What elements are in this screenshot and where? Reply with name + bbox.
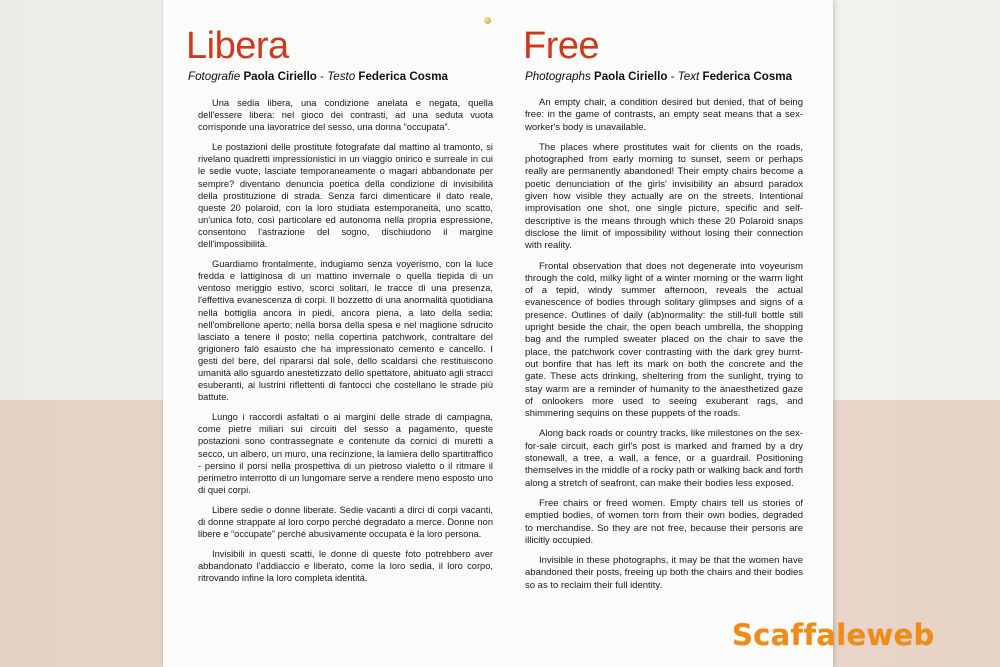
paragraph: Free chairs or freed women. Empty chairs tell us stories of emptied bodies, of women torn from their own bodies, degraded to merchandise. So they are not free, because their persons are illicitly occupied. xyxy=(525,497,803,546)
paragraph: Guardiamo frontalmente, indugiamo senza voyerismo, con la luce fredda e lattiginosa di un mattino invernale o quella tiepida di un ventoso meriggio estivo, scorci solitari, le tracce di una presenza, l'effettiva evanescenza di corpi. Il bozzetto di una anormalità quotidiana nella bottiglia ancora in piedi, ancora piena, a lato della sedia; nell'ombrellone aperto; nella borsa della spesa e nel maglione sdrucito lasciato a tenere il posto; nella copertina patchwork, contraltare del grigionero falò esausto che ha impressionato cemento e cancello. I gesti del bere, del ripararsi dal sole, dello scaldarsi che restituiscono umanità allo sguardo anestetizzato dello spettatore, abituato agli stracci esuberanti, ai lustrini riflettenti di fantocci che costellano le strade più battute. xyxy=(198,259,493,403)
paragraph: Lungo i raccordi asfaltati o ai margini delle strade di campagna, come pietre miliari sui circuiti del sesso a pagamento, queste postazioni sono contrassegnate e contenute da cornici di muretti a secco, un albero, un muro, una recinzione, la lamiera dello spartitraffico - persino il porsi nella prospettiva di un pietroso vialetto o il ritmare il perimetro interrotto di un lungomare serve a rendere meno esposto uno di quei corpi. xyxy=(198,412,493,495)
paragraph: Invisibili in questi scatti, le donne di queste foto potrebbero aver abbandonato l'addiaccio e liberato, come la loro sedia, il loro corpo, ritrovando infine la loro completa identità. xyxy=(198,549,493,584)
italian-title: Libera xyxy=(186,25,289,67)
english-credits xyxy=(525,70,803,83)
paragraph: Le postazioni delle prostitute fotografate dal mattino al tramonto, si rivelano quadretti impressionistici in un viaggio onirico e surreale in cui le sedie vuote, lasciate temporaneamente o magari abbandonate per sempre? diventano denuncia poetica della condizione di invisibilità della prostituzione di strada. Senza farci dimenticare il dato reale, queste 20 polaroid, con la loro studiata estemporaneità, uno scatto, un'unica foto, così particolare ed autonoma nella propria espressione, consentono l'astrazione del sogno, dischiudono il margine dell'impossibilità. xyxy=(198,142,493,250)
photos-role: Photographs xyxy=(525,70,591,83)
text-role: Text xyxy=(677,70,700,83)
paragraph: An empty chair, a condition desired but denied, that of being free: in the game of contrasts, an empty seat means that a sex-worker's body is unavailable. xyxy=(525,97,803,133)
credit-separator: - xyxy=(670,70,675,83)
watermark-logo: Scaffaleweb xyxy=(732,618,935,652)
italian-column xyxy=(188,24,493,592)
author-name: Federica Cosma xyxy=(358,70,448,83)
author-name: Federica Cosma xyxy=(702,70,793,83)
english-title: Free xyxy=(523,25,600,67)
pushpin xyxy=(484,17,491,24)
photos-role: Fotografie xyxy=(188,70,241,83)
paragraph: Una sedia libera, una condizione anelata e negata, quella dell'essere libera: nel gioco dei contrasti, ad una seduta vuota corrisponde una lavoratrice del sesso, una donna “occupata”. xyxy=(198,98,493,133)
photographer-name: Paola Ciriello xyxy=(243,70,317,83)
text-role: Testo xyxy=(327,70,356,83)
photographer-name: Paola Ciriello xyxy=(593,70,668,83)
credit-separator: - xyxy=(320,70,324,83)
paragraph: Invisible in these photographs, it may be that the women have abandoned their posts, freeing up both the chairs and their bodies so as to reclaim their full identity. xyxy=(525,555,803,591)
italian-body xyxy=(188,97,493,584)
paragraph: Along back roads or country tracks, like milestones on the sex-for-sale circuit, each girl's post is marked and framed by a dry stonewall, a tree, a wall, a fence, or a guardrail. Positioning themselves in the middle of a rocky path or walking back and forth along a stretch of seafront, can make their bodies less exposed. xyxy=(525,428,803,489)
italian-credits xyxy=(188,70,493,83)
paragraph: The places where prostitutes wait for clients on the roads, photographed from early morning to sunset, seem or perhaps really are permanently abandoned! Their empty chairs become a poetic denunciation of the girls' invisibility an absurd paradox given how visible they actually are on the streets. Intentional improvisation one shot, one single picture, specific and self-descriptive is the means through which these 20 Polaroid snaps disclose the limit of impossibility without losing their connection with reality. xyxy=(525,141,803,252)
english-column xyxy=(525,24,803,600)
exhibition-panel xyxy=(163,0,833,667)
paragraph: Frontal observation that does not degenerate into voyeurism through the cold, milky light of a winter morning or the warm light of a tepid, windy summer afternoon, reveals the actual evanescence of bodies through solitary glimpses and signs of a presence. Outlines of daily (ab)normality: the still-full bottle still upright beside the chair, the open beach umbrella, the shopping bag and the rumpled sweater placed on the chair to save the place, the patchwork cover contrasting with the dark grey burnt-out bonfire that has left its mark on both the concrete and the gate. These acts drinking, sheltering from the sunlight, trying to stay warm are a reminder of humanity to the anaesthetized gaze of onlookers more used to seeing exuberant rags, and shimmering sequins on these puppets of the roads. xyxy=(525,260,803,420)
english-body xyxy=(525,97,803,592)
paragraph: Libere sedie o donne liberate. Sedie vacanti a dirci di corpi vacanti, di donne strappate al loro corpo perché degradato a merce. Donne non libere e “occupate” perché abusivamente occupata è la loro persona. xyxy=(198,504,493,540)
